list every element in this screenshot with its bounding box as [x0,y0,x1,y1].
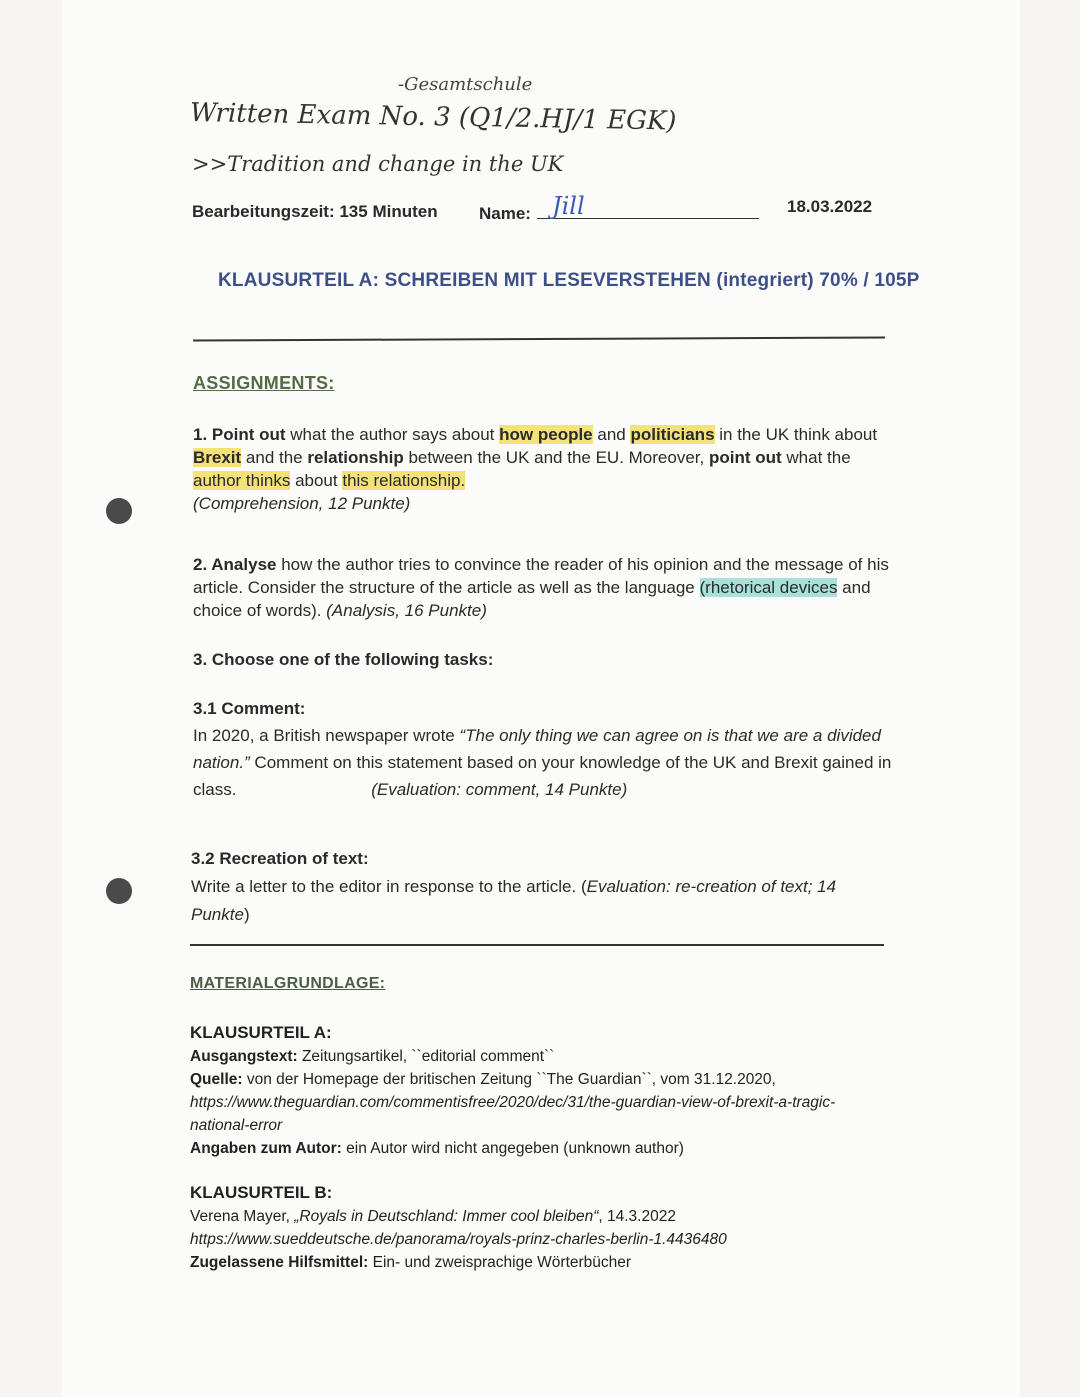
material-part-a: KLAUSURTEIL A: Ausgangstext: Zeitungsartikel, ``editorial comment`` Quelle: von der Homepage der britischen Zeitung ``The Guardian``, vom 31.12.2020, https://www.theguardian.com/commentisfree/2020/dec/31/the-guardian-view-of-brexit-a-tragic-national-error Angaben zum Autor: ein Autor wird nicht angegeben (unknown author) [190,1023,836,1157]
material-heading: MATERIALGRUNDLAGE: [190,975,386,992]
exam-date: 18.03.2022 [787,197,873,216]
assignments-heading: ASSIGNMENTS: [193,373,335,393]
task-3-1: 3.1 Comment: In 2020, a British newspaper wrote “The only thing we can agree on is that we are a divided nation.” Comment on this statement based on your knowledge of the UK and Brexit gained in class. (Evaluation: comment, 14 Punkte) [193,699,892,799]
task-1: 1. Point out what the author says about how people and politicians in the UK think about Brexit and the relationship between the UK and the EU. Moreover, point out what the author thinks about this relationship. (Comprehension, 12 Punkte) [193,425,878,513]
task-3-2: 3.2 Recreation of text: Write a letter to the editor in response to the article. (Evaluation: re-creation of text; 14 Punkte) [191,849,837,924]
task-3: 3. Choose one of the following tasks: [193,650,494,669]
time-label: Bearbeitungszeit: 135 Minuten [192,202,438,221]
part-a-title: KLAUSURTEIL A: SCHREIBEN MIT LESEVERSTEHEN (integriert) 70% / 105P [218,270,920,291]
divider-bottom [190,944,884,946]
school-name: -Gesamtschule [398,74,533,95]
punch-hole-bottom [106,878,132,904]
punch-hole-top [106,498,132,524]
task-2: 2. Analyse how the author tries to convince the reader of his opinion and the message of his article. Consider the structure of the article as well as the language (rhetorical devices and choice of words). (Analysis, 16 Punkte) [193,555,889,620]
exam-title: Written Exam No. 3 (Q1/2.HJ/1 EGK) [189,98,677,137]
exam-topic: >>Tradition and change in the UK [192,152,564,176]
name-label: Name: [479,204,531,223]
student-name: Jill [552,192,585,220]
material-part-b: KLAUSURTEIL B: Verena Mayer, „Royals in Deutschland: Immer cool bleiben“, 14.3.2022 https://www.sueddeutsche.de/panorama/royals-prinz-charles-berlin-1.4436480 Zugelassene Hilfsmittel: Ein- und zweisprachige Wörterbücher [190,1183,727,1271]
